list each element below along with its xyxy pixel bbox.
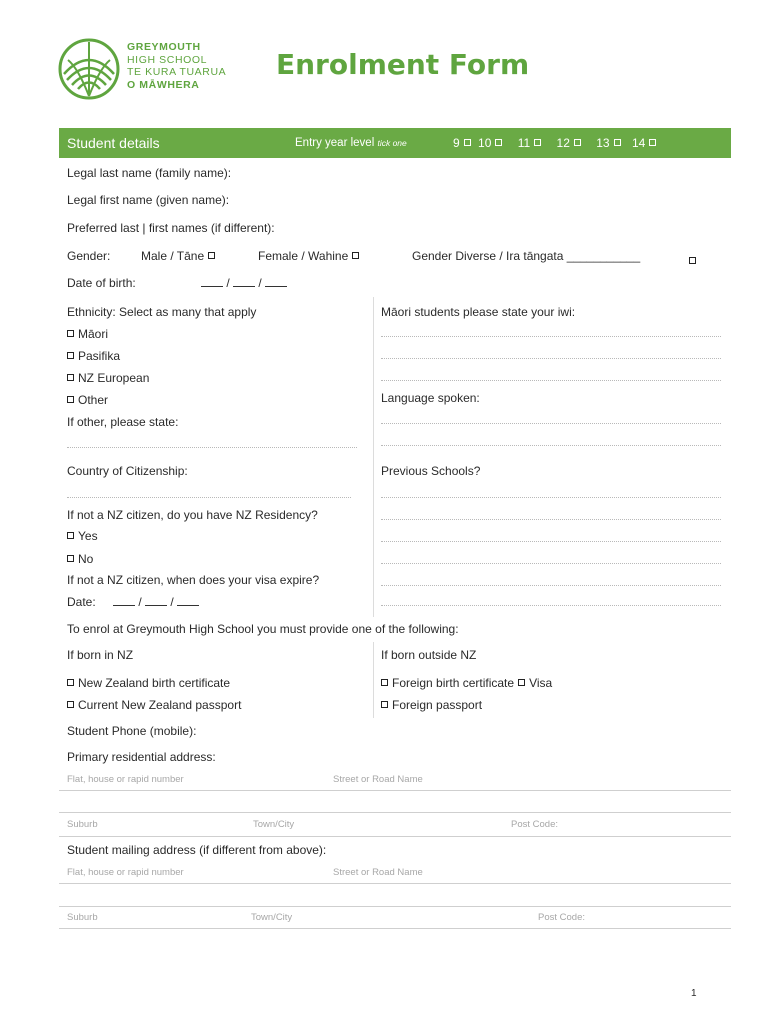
res-town-placeholder: Town/City <box>253 819 295 830</box>
mailing-address-label: Student mailing address (if different from above): <box>67 843 327 857</box>
ethnicity-other <box>63 393 108 407</box>
gender-male <box>141 249 219 263</box>
year-options <box>453 136 660 150</box>
preferred-name-label: Preferred last | first names (if different): <box>67 221 275 235</box>
year-12-checkbox[interactable] <box>574 139 581 146</box>
nz-birth-cert-checkbox[interactable] <box>67 679 74 686</box>
logo-line-1: GREYMOUTH <box>127 41 201 53</box>
ethnicity-other-label: Other <box>78 393 109 407</box>
ethnicity-maori <box>63 327 108 341</box>
visa-slash-2: / <box>170 595 174 609</box>
dob-label: Date of birth: <box>67 276 136 290</box>
gender-diverse-label: Gender Diverse / Ira tāngata ___________ <box>412 249 641 263</box>
gender-female <box>258 249 363 263</box>
foreign-birth-cert-label: Foreign birth certificate <box>392 676 515 690</box>
residency-no <box>63 552 93 566</box>
gender-female-checkbox[interactable] <box>352 252 359 259</box>
nz-passport-checkbox[interactable] <box>67 701 74 708</box>
language-label: Language spoken: <box>381 391 480 405</box>
gender-label: Gender: <box>67 249 111 263</box>
year-12-label: 12 <box>556 136 570 150</box>
gender-female-label: Female / Wahine <box>258 249 349 263</box>
res-street-placeholder: Street or Road Name <box>333 774 423 785</box>
year-14 <box>632 136 660 150</box>
logo-text <box>127 41 226 91</box>
res-line-1[interactable] <box>59 790 731 791</box>
year-11 <box>518 136 545 150</box>
year-13-label: 13 <box>596 136 610 150</box>
iwi-label: Māori students please state your iwi: <box>381 305 576 319</box>
year-13 <box>596 136 624 150</box>
gender-male-label: Male / Tāne <box>141 249 205 263</box>
school-logo <box>58 38 120 100</box>
iwi-line-1[interactable] <box>381 336 721 337</box>
iwi-line-2[interactable] <box>381 358 721 359</box>
year-9 <box>453 136 475 150</box>
visa-label: Visa <box>529 676 553 690</box>
foreign-passport <box>377 698 482 712</box>
student-details-bar <box>59 128 731 158</box>
citizenship-line[interactable] <box>67 497 351 498</box>
residency-yes-checkbox[interactable] <box>67 532 74 539</box>
logo-line-3: TE KURA TUARUA <box>127 66 227 78</box>
mail-line-3[interactable] <box>59 928 731 929</box>
visa-day-blank[interactable] <box>113 595 135 606</box>
year-13-checkbox[interactable] <box>614 139 621 146</box>
res-line-3[interactable] <box>59 836 731 837</box>
first-name-label: Legal first name (given name): <box>67 193 230 207</box>
residency-no-checkbox[interactable] <box>67 555 74 562</box>
residency-no-label: No <box>78 552 94 566</box>
born-nz-label: If born in NZ <box>67 648 134 662</box>
student-phone-label: Student Phone (mobile): <box>67 724 197 738</box>
schools-line-1[interactable] <box>381 497 721 498</box>
mail-flat-placeholder: Flat, house or rapid number <box>67 867 184 878</box>
year-11-label: 11 <box>517 136 531 150</box>
res-suburb-placeholder: Suburb <box>67 819 98 830</box>
ethnicity-other-checkbox[interactable] <box>67 396 74 403</box>
school-crest-icon <box>58 38 120 100</box>
ethnicity-pasifika <box>63 349 120 363</box>
ethnicity-other-label-prompt: If other, please state: <box>67 415 179 429</box>
residency-yes-label: Yes <box>78 529 98 543</box>
year-10-label: 10 <box>478 136 492 150</box>
year-10-checkbox[interactable] <box>495 139 502 146</box>
language-line-1[interactable] <box>381 423 721 424</box>
mail-line-1[interactable] <box>59 883 731 884</box>
gender-diverse-checkbox[interactable] <box>689 257 696 264</box>
year-14-label: 14 <box>631 136 646 150</box>
visa-question: If not a NZ citizen, when does your visa expire? <box>67 573 320 587</box>
citizenship-label: Country of Citizenship: <box>67 464 188 478</box>
nz-birth-cert-label: New Zealand birth certificate <box>78 676 231 690</box>
language-line-2[interactable] <box>381 445 721 446</box>
visa-checkbox[interactable] <box>518 679 525 686</box>
mail-street-placeholder: Street or Road Name <box>333 867 423 878</box>
logo-line-4: O MĀWHERA <box>127 78 200 91</box>
ethnicity-label: Ethnicity: Select as many that apply <box>67 305 257 319</box>
schools-line-5[interactable] <box>381 585 721 586</box>
schools-line-2[interactable] <box>381 519 721 520</box>
residency-yes <box>63 529 98 543</box>
foreign-passport-label: Foreign passport <box>392 698 483 712</box>
mail-line-2[interactable] <box>59 906 731 907</box>
year-12 <box>557 136 585 150</box>
dob-day-blank[interactable] <box>201 276 223 287</box>
nz-passport-label: Current New Zealand passport <box>78 698 242 712</box>
visa-year-blank[interactable] <box>177 595 199 606</box>
page-title: Enrolment Form <box>276 48 530 81</box>
nz-birth-cert <box>63 676 230 690</box>
previous-schools-label: Previous Schools? <box>381 464 481 478</box>
dob-slash-1: / <box>226 276 230 290</box>
ethnicity-other-line[interactable] <box>67 447 357 448</box>
ethnicity-maori-label: Māori <box>78 327 109 341</box>
res-postcode-placeholder: Post Code: <box>511 819 558 830</box>
residency-question: If not a NZ citizen, do you have NZ Residency? <box>67 508 318 522</box>
ethnicity-maori-checkbox[interactable] <box>67 330 74 337</box>
year-14-checkbox[interactable] <box>649 139 656 146</box>
year-10 <box>478 136 506 150</box>
mail-town-placeholder: Town/City <box>251 912 293 923</box>
visa-month-blank[interactable] <box>145 595 167 606</box>
ethnicity-nz-european <box>63 371 149 385</box>
ethnicity-nz-european-label: NZ European <box>78 371 150 385</box>
schools-line-6[interactable] <box>381 605 721 606</box>
section-title: Student details <box>67 135 160 151</box>
born-overseas-label: If born outside NZ <box>381 648 477 662</box>
ethnicity-pasifika-label: Pasifika <box>78 349 121 363</box>
dob-slash-2: / <box>258 276 262 290</box>
year-9-label: 9 <box>453 136 460 150</box>
mail-postcode-placeholder: Post Code: <box>538 912 585 923</box>
docs-divider <box>373 642 374 718</box>
gender-male-checkbox[interactable] <box>208 252 215 259</box>
entry-year-label <box>295 137 407 149</box>
tick-one-note: tick one <box>377 138 407 148</box>
foreign-birth-cert-checkbox[interactable] <box>381 679 388 686</box>
visa-date-input[interactable] <box>113 595 199 609</box>
year-9-checkbox[interactable] <box>464 139 471 146</box>
logo-line-2: HIGH SCHOOL <box>127 53 208 66</box>
nz-passport <box>63 698 241 712</box>
residential-address-label: Primary residential address: <box>67 750 216 764</box>
ethnicity-nz-european-checkbox[interactable] <box>67 374 74 381</box>
dob-input[interactable] <box>201 276 287 290</box>
documents-intro: To enrol at Greymouth High School you must provide one of the following: <box>67 622 459 636</box>
ethnicity-pasifika-checkbox[interactable] <box>67 352 74 359</box>
res-line-2[interactable] <box>59 812 731 813</box>
page-number: 1 <box>691 988 697 999</box>
foreign-passport-checkbox[interactable] <box>381 701 388 708</box>
schools-line-3[interactable] <box>381 541 721 542</box>
year-11-checkbox[interactable] <box>534 139 541 146</box>
schools-line-4[interactable] <box>381 563 721 564</box>
visa-slash-1: / <box>138 595 142 609</box>
mail-suburb-placeholder: Suburb <box>67 912 98 923</box>
res-flat-placeholder: Flat, house or rapid number <box>67 774 184 785</box>
visa-date-label: Date: <box>67 595 96 609</box>
last-name-label: Legal last name (family name): <box>67 166 232 180</box>
entry-year-text: Entry year level <box>295 137 375 149</box>
foreign-birth-cert <box>377 676 552 690</box>
column-divider <box>373 297 374 617</box>
iwi-line-3[interactable] <box>381 380 721 381</box>
dob-month-blank[interactable] <box>233 276 255 287</box>
dob-year-blank[interactable] <box>265 276 287 287</box>
